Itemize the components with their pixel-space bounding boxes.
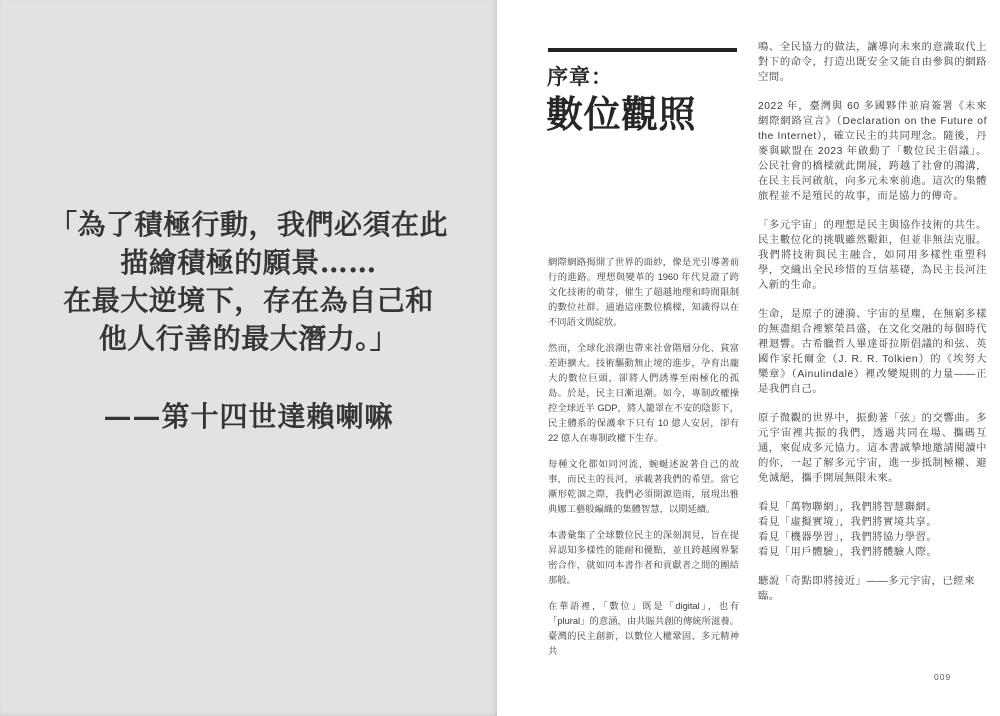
body-paragraph: 網際網路揭開了世界的面紗，像是光引導著前行的進路。理想與變革的 1960 年代見證了跨文化技術的萌芽，催生了超越地理和時間限制的數位社群。通過這座數位橋樑，知識得以在不同語文間綻放。 — [548, 257, 739, 327]
closing-line: 聽說「奇點即將接近」——多元宇宙，已經來臨。 — [758, 576, 975, 602]
body-paragraph: 本書彙集了全球數位民主的深刻洞見，旨在提昇認知多樣性的能耐和優點，並且跨越國界緊密合作，就如同本書作者和貢獻者之間的團結那般。 — [548, 530, 739, 585]
left-page — [0, 0, 497, 716]
body-paragraph: 「多元宇宙」的理想是民主與協作技術的共生。民主數位化的挑戰雖然艱鉅，但並非無法克服。我們將技術與民主融合，如同用多樣性重塑科學，交織出全民珍惜的互信基礎，為民主長河注入新的生命。 — [758, 220, 987, 291]
chapter-title: 數位觀照 — [546, 94, 696, 135]
body-paragraph-group — [758, 40, 987, 486]
quote-line: 「為了積極行動，我們必須在此 — [48, 208, 448, 241]
vision-lines — [758, 500, 987, 560]
vision-line: 看見「虛擬實境」，我們將實境共享。 — [758, 517, 938, 528]
pull-quote — [18, 206, 479, 358]
vision-line: 看見「機器學習」，我們將協力學習。 — [758, 532, 938, 543]
body-paragraph: 每種文化都如同河流，蜿蜒述說著自己的故事，而民主的長河，承載著我們的希望。當它漸形乾涸之際，我們必須開源造雨，展現出雅典娜工藝般編織的集體智慧，以期延續。 — [548, 459, 739, 514]
vision-line: 看見「用戶體驗」，我們將體驗人際。 — [758, 547, 938, 558]
right-page — [497, 0, 1000, 716]
quote-line: 描繪積極的願景…… — [120, 246, 377, 279]
quote-attribution: ——第十四世達賴喇嘛 — [103, 400, 394, 433]
body-paragraph: 在華語裡，「數位」既是「digital」，也有「plural」的意涵，由共賑共創的傳統所滋養。臺灣的民主創新，以數位人權鞏固、多元精神共 — [548, 601, 739, 656]
text-column-right — [758, 40, 987, 618]
quote-line: 在最大逆境下，存在為自己和 — [63, 284, 434, 317]
text-column-left — [548, 255, 739, 670]
body-paragraph: 然而，全球化浪潮也帶來社會階層分化、貧富差距擴大。技術驅動無止境的進步，孕育出龐大的數位巨頭，卻將人們誘導至兩極化的孤島。於是，民主日漸退潮。如今，專制政權操控全球近半 GDP，將人籠罩在不安的陰影下，民主體系的保護傘下只有 10 億人安居，卻有 22 億人在專制政權下生存。 — [548, 343, 739, 443]
page-number: 009 — [934, 672, 952, 682]
body-paragraph: 原子微觀的世界中，振動著「弦」的交響曲。多元宇宙裡共振的我們，透過共同在場、攜碼互通，來促成多元協力。這本書誠摯地邀請閱讀中的你，一起了解多元宇宙，進一步抵制極權、避免滅絕，攜手開展無限未來。 — [758, 413, 987, 484]
vision-line: 看見「萬物聯網」，我們將智慧聯網。 — [758, 502, 938, 513]
body-paragraph: 2022 年，臺灣與 60 多國夥伴並肩簽署《未來網際網路宣言》（Declaration on the Future of the Internet），確立民主的共同理念。隨後，丹麥與歐盟在 2023 年啟動了「數位民主倡議」。公民社會的橋樑就此開展，跨越了社會的鴻溝，在民主長河啟航，向多元未來前進。這次的集體旅程並不是殖民的故事，而是協力的傳奇。 — [758, 101, 987, 202]
body-paragraph: 生命，是原子的漣漪、宇宙的星塵，在無窮多樣的無盡組合裡繁榮昌盛，在文化交融的每個時代裡迴響。古希臘哲人畢達哥拉斯倡議的和弦、英國作家托爾金（J. R. R. Tolkien）的《埃努大樂章》（Ainulindalë）裡改變規則的力量——正是我們自己。 — [758, 309, 987, 395]
quote-line: 他人行善的最大潛力。」 — [98, 322, 399, 355]
chapter-label: 序章： — [547, 66, 613, 89]
body-paragraph: 鳴、全民協力的做法，讓導向未來的意識取代上對下的命令，打造出既安全又能自由參與的網路空間。 — [758, 42, 987, 83]
chapter-heading-rule — [548, 48, 737, 52]
